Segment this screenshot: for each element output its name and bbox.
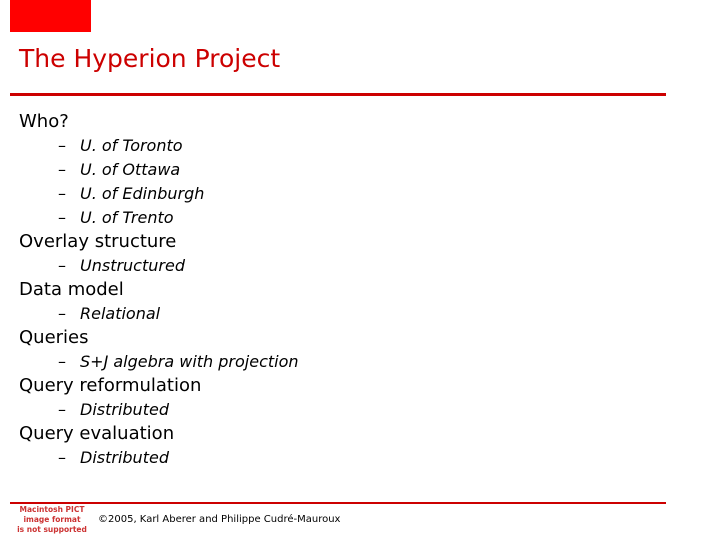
list-item-text: U. of Ottawa xyxy=(80,160,181,179)
section-heading: Who? xyxy=(19,111,69,132)
dash-marker: – xyxy=(58,448,66,467)
placeholder-line: image format xyxy=(23,515,81,524)
list-item xyxy=(19,302,699,326)
list-item-text: Distributed xyxy=(80,448,169,467)
list-item-text: Unstructured xyxy=(80,256,185,275)
section-query-reformulation xyxy=(19,374,699,422)
section-heading: Query evaluation xyxy=(19,423,175,444)
slide-content xyxy=(19,110,699,470)
footer-copyright: ©2005, Karl Aberer and Philippe Cudré-Mauroux xyxy=(98,514,341,525)
footer-divider xyxy=(10,502,666,504)
dash-marker: – xyxy=(58,352,66,371)
dash-marker: – xyxy=(58,304,66,323)
list-item xyxy=(19,158,699,182)
list-item-text: U. of Trento xyxy=(80,208,174,227)
list-item-text: Relational xyxy=(80,304,161,323)
dash-marker: – xyxy=(58,256,66,275)
section-data-model xyxy=(19,278,699,326)
section-query-evaluation xyxy=(19,422,699,470)
list-item-text: U. of Edinburgh xyxy=(80,184,205,203)
dash-marker: – xyxy=(58,136,66,155)
list-item xyxy=(19,254,699,278)
section-heading: Query reformulation xyxy=(19,375,202,396)
placeholder-line: Macintosh PICT xyxy=(19,505,85,514)
list-item xyxy=(19,446,699,470)
list-item xyxy=(19,350,699,374)
title-divider xyxy=(10,93,666,96)
slide-title: The Hyperion Project xyxy=(19,44,281,73)
list-item-text: S+J algebra with projection xyxy=(80,352,299,371)
header-accent-block xyxy=(10,0,91,32)
list-item xyxy=(19,206,699,230)
list-item xyxy=(19,398,699,422)
list-item-text: Distributed xyxy=(80,400,169,419)
dash-marker: – xyxy=(58,184,66,203)
dash-marker: – xyxy=(58,208,66,227)
section-queries xyxy=(19,326,699,374)
list-item xyxy=(19,182,699,206)
list-item xyxy=(19,134,699,158)
section-who xyxy=(19,110,699,230)
dash-marker: – xyxy=(58,160,66,179)
placeholder-line: is not supported xyxy=(17,525,87,534)
section-heading: Overlay structure xyxy=(19,231,177,252)
dash-marker: – xyxy=(58,400,66,419)
unsupported-image-placeholder xyxy=(10,505,94,537)
section-heading: Data model xyxy=(19,279,124,300)
section-overlay-structure xyxy=(19,230,699,278)
section-heading: Queries xyxy=(19,327,89,348)
list-item-text: U. of Toronto xyxy=(80,136,183,155)
